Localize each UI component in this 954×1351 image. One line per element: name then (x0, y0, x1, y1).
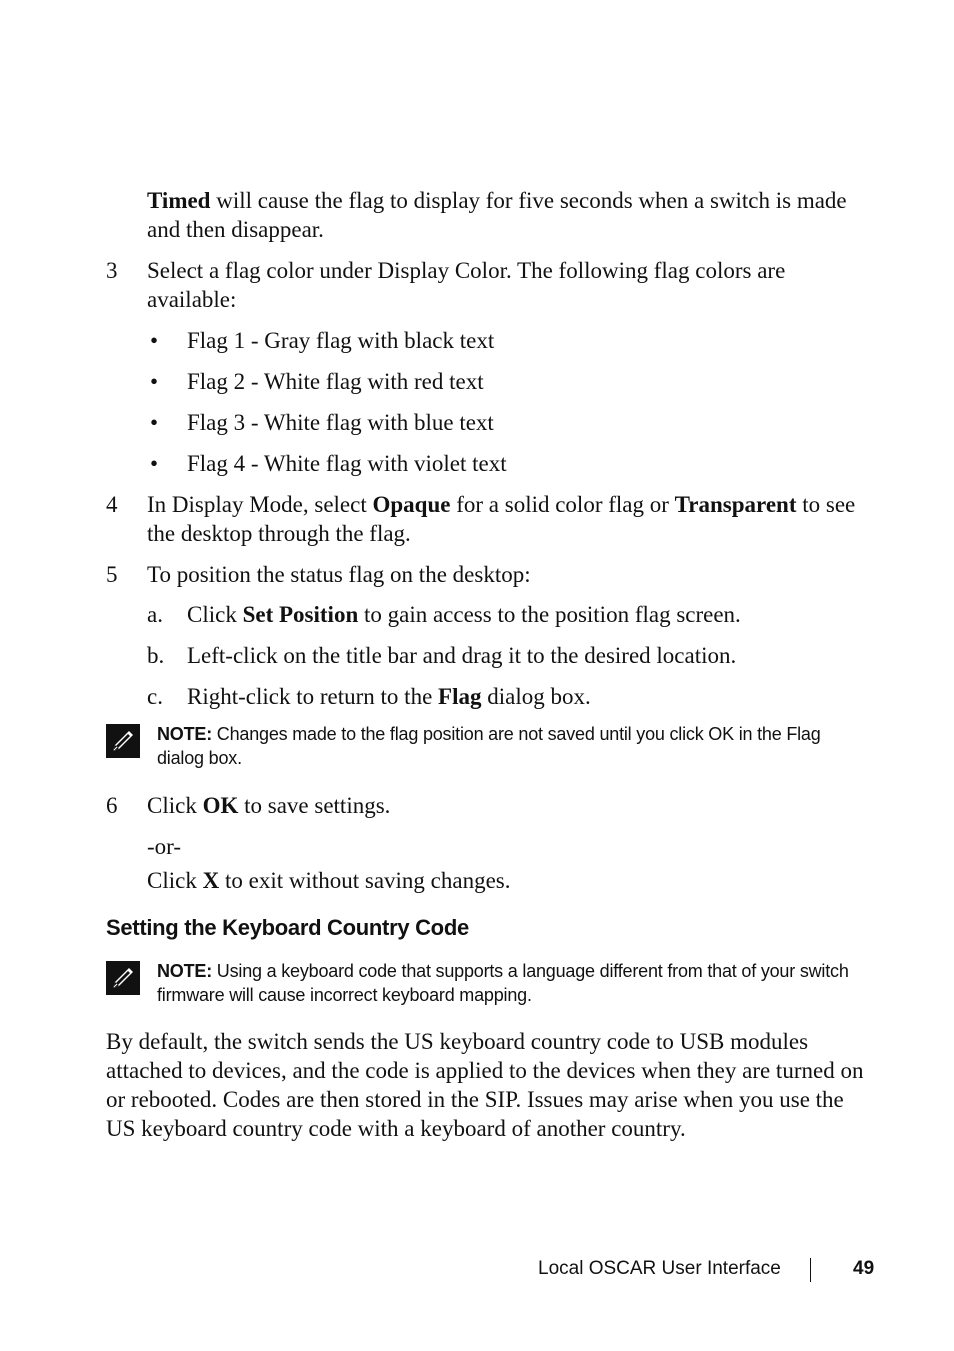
step-6-part: to save settings. (238, 793, 391, 818)
step-6-number: 6 (106, 793, 118, 818)
note-flag-position (157, 722, 867, 770)
flag-color-item: Flag 1 - Gray flag with black text (187, 328, 495, 353)
note-pencil-icon (106, 724, 140, 758)
substep-a-label: a. (147, 602, 163, 627)
bullet-icon: • (150, 410, 159, 435)
set-position-term: Set Position (242, 602, 359, 627)
note-pencil-icon (106, 961, 140, 995)
step-6-alt-part: to exit without saving changes. (219, 868, 511, 893)
substep-b-label: b. (147, 643, 165, 668)
step-4-part: for a solid color flag or (450, 492, 675, 517)
timed-term: Timed (147, 188, 211, 213)
note-label: NOTE: (157, 724, 212, 744)
step-6-text (147, 791, 867, 820)
substep-a-text (187, 600, 867, 629)
step-4-part: In Display Mode, select (147, 492, 373, 517)
timed-description (147, 186, 867, 244)
or-separator: -or- (147, 834, 182, 859)
substep-c-part: dialog box. (481, 684, 591, 709)
step-5-number: 5 (106, 562, 118, 587)
flag-color-item: Flag 3 - White flag with blue text (187, 410, 494, 435)
bullet-icon: • (150, 328, 159, 353)
page-number: 49 (853, 1258, 875, 1279)
substep-a-part: Click (187, 602, 243, 627)
substep-c-part: Right-click to return to the (187, 684, 439, 709)
section-heading: Setting the Keyboard Country Code (106, 915, 469, 940)
opaque-term: Opaque (372, 492, 451, 517)
step-6-alt-part: Click (147, 868, 203, 893)
note-text: Using a keyboard code that supports a language different from that of your switch firmware will cause incorrect keyboard mapping. (157, 961, 849, 1005)
substep-c-text (187, 682, 867, 711)
flag-color-item: Flag 2 - White flag with red text (187, 369, 484, 394)
note-keyboard-code (157, 959, 867, 1007)
substep-c-label: c. (147, 684, 163, 709)
footer-section-title: Local OSCAR User Interface (538, 1258, 781, 1279)
footer-separator (810, 1258, 811, 1282)
step-3-text: Select a flag color under Display Color. The following flag colors are available: (147, 258, 786, 312)
step-4-part: to see the desktop through the flag. (147, 492, 856, 546)
keyboard-code-paragraph: By default, the switch sends the US keyboard country code to USB modules attached to devices, and the code is applied to the devices when they are turned on or rebooted. Codes are then stored in the SIP. Issues may arise when you use the US keyboard country code with a keyboard of another country. (106, 1029, 864, 1141)
note-label: NOTE: (157, 961, 212, 981)
flag-term: Flag (438, 684, 482, 709)
timed-text: will cause the flag to display for five seconds when a switch is made and then disappear. (147, 188, 847, 242)
step-4-text (147, 490, 867, 548)
note-text: Changes made to the flag position are not saved until you click OK in the Flag dialog box. (157, 724, 821, 768)
step-3-number: 3 (106, 258, 118, 283)
x-term: X (202, 868, 220, 893)
step-5-text: To position the status flag on the desktop: (147, 562, 531, 587)
substep-b-text: Left-click on the title bar and drag it to the desired location. (187, 643, 737, 668)
ok-term: OK (202, 793, 239, 818)
bullet-icon: • (150, 451, 159, 476)
substep-a-part: to gain access to the position flag screen. (358, 602, 741, 627)
step-4-number: 4 (106, 492, 118, 517)
flag-color-item: Flag 4 - White flag with violet text (187, 451, 507, 476)
bullet-icon: • (150, 369, 159, 394)
step-6-part: Click (147, 793, 203, 818)
step-6-alt-text (147, 866, 867, 895)
transparent-term: Transparent (674, 492, 797, 517)
